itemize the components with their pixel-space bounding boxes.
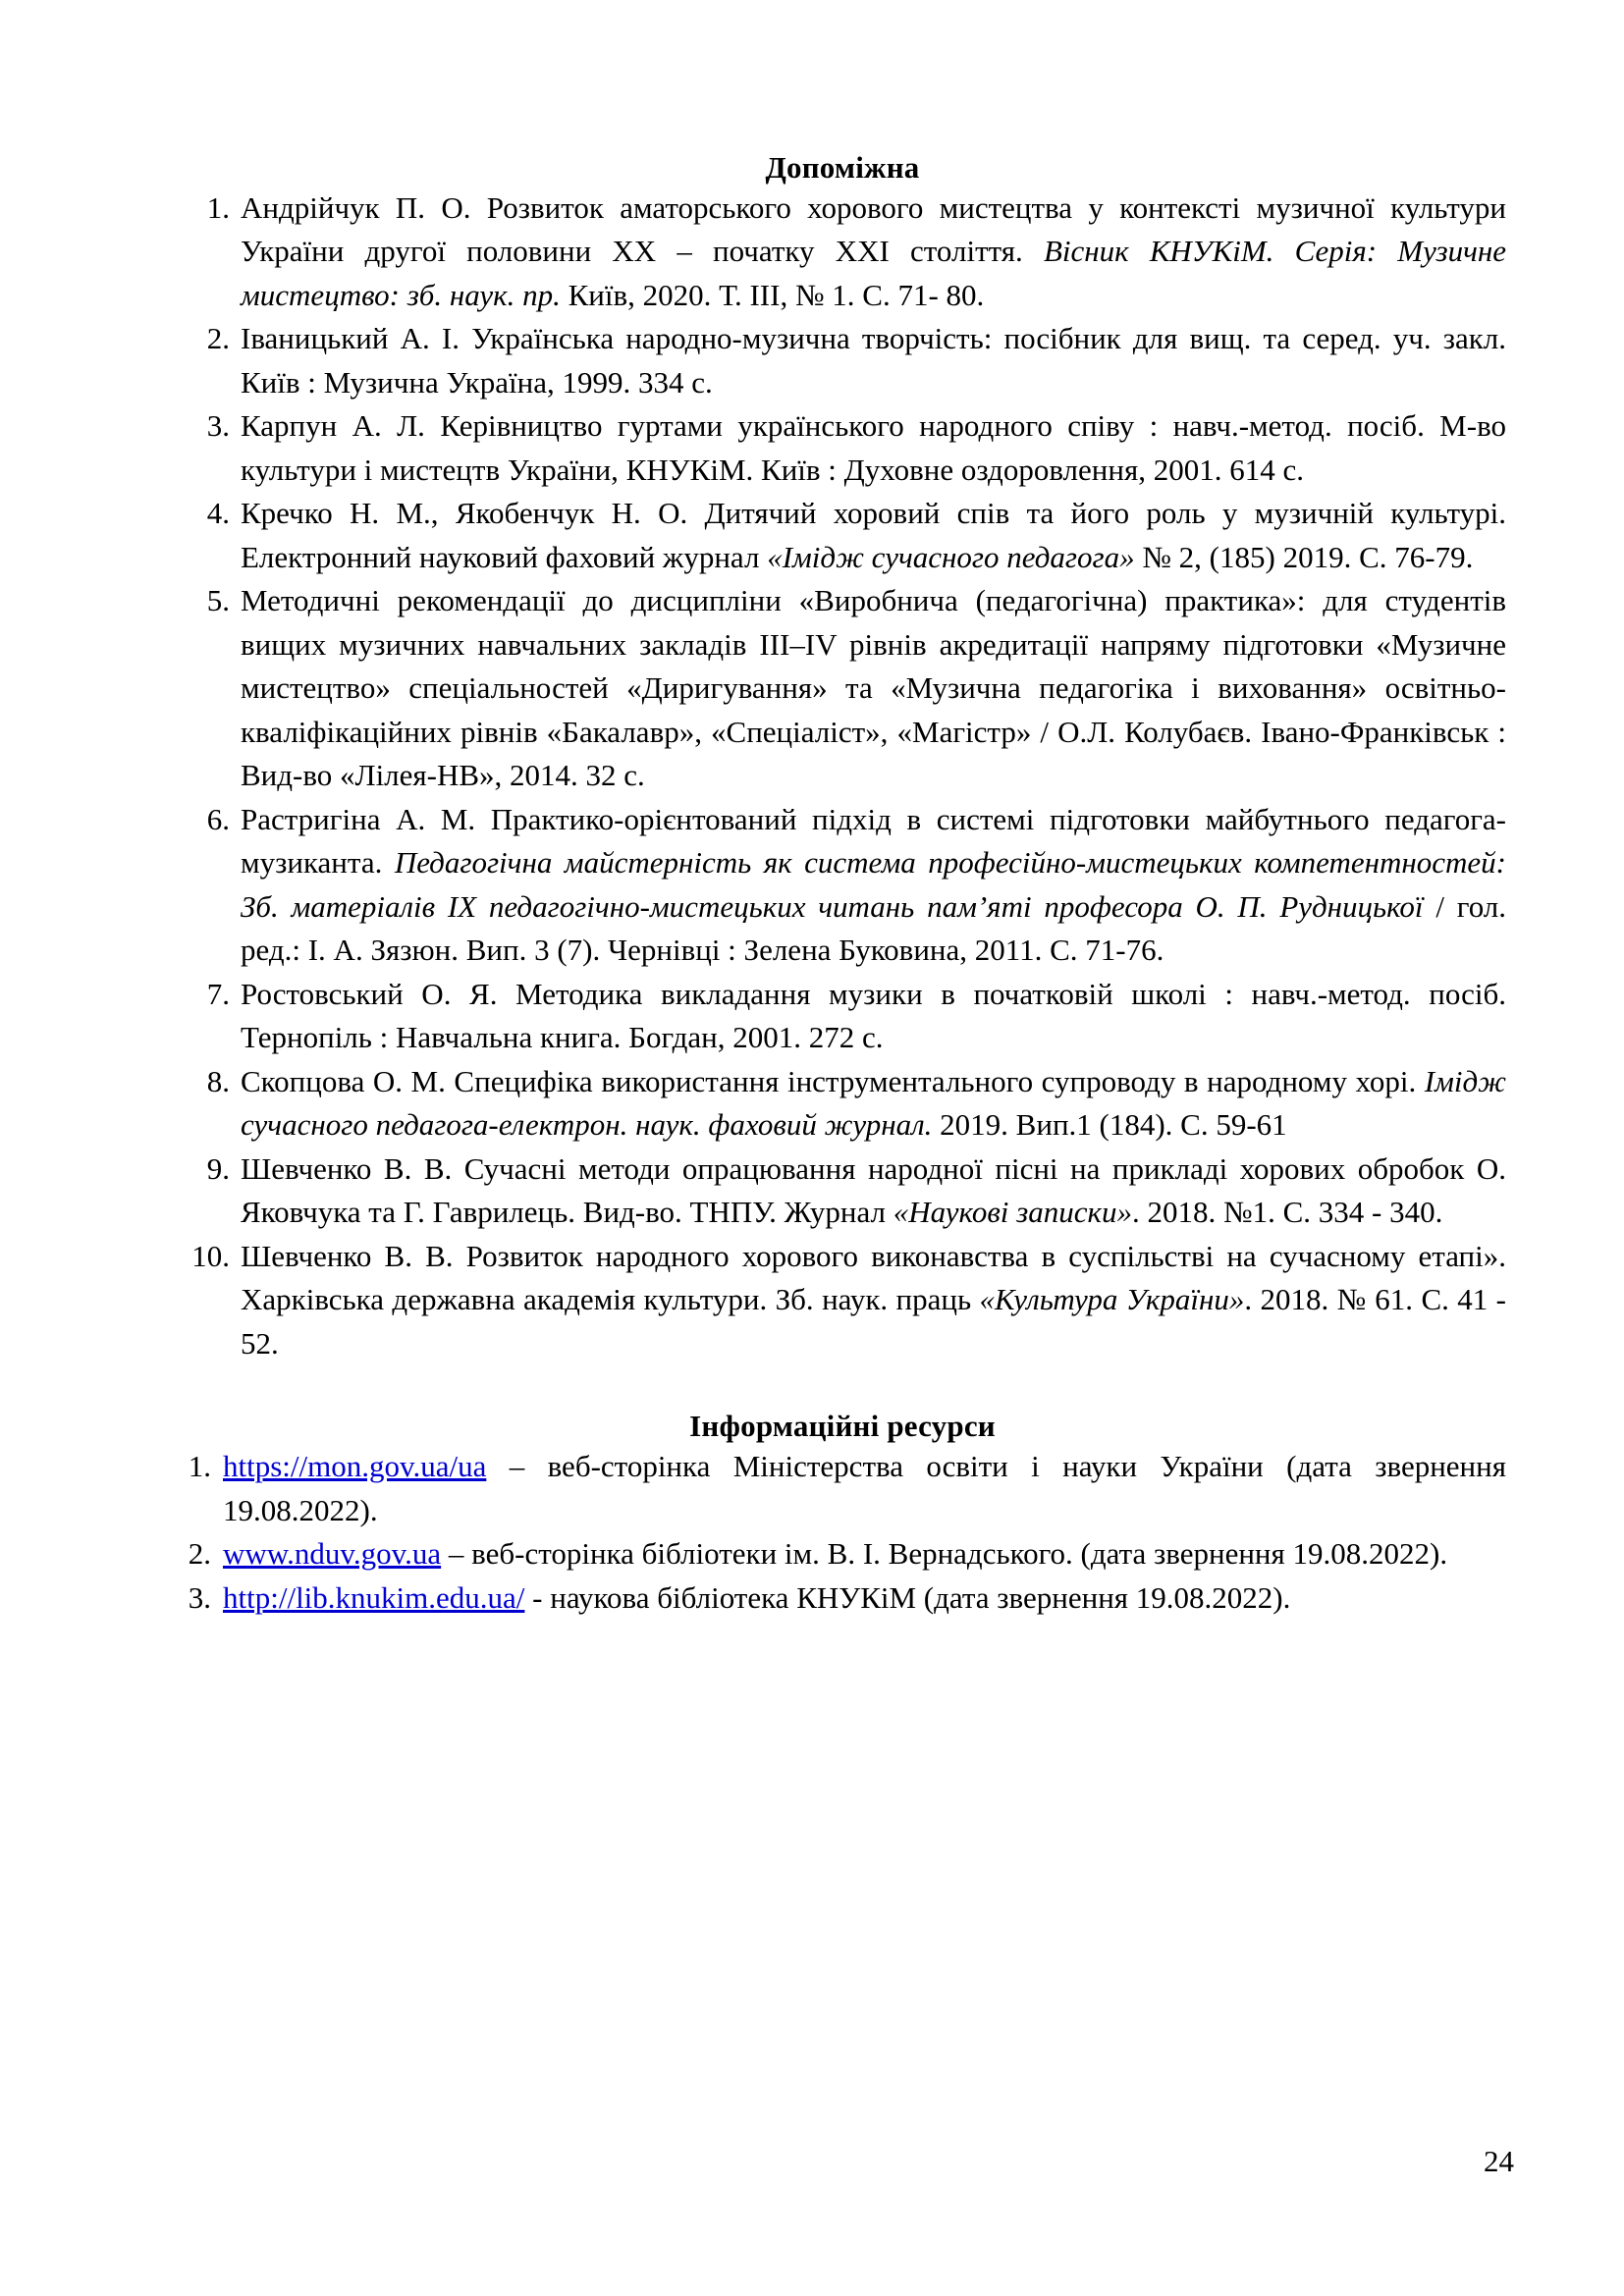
reference-text-part2: . 2018. № 61. С. 41 - 52. xyxy=(241,1282,1506,1361)
resource-description: – веб-сторінка бібліотеки ім. В. І. Вернадського. (дата звернення 19.08.2022). xyxy=(441,1536,1448,1572)
reference-source-title: «Імідж сучасного педагога» xyxy=(767,539,1135,574)
reference-item xyxy=(179,492,1506,579)
resource-item xyxy=(179,1576,1506,1620)
reference-source-title: «Наукові записки» xyxy=(893,1195,1132,1230)
reference-item xyxy=(179,404,1506,492)
information-resources-list xyxy=(179,1445,1506,1620)
resource-description: - наукова бібліотека КНУКіМ (дата звернення 19.08.2022). xyxy=(524,1579,1291,1615)
reference-text-part1: Кречко Н. М., Якобенчук Н. О. Дитячий хоровий спів та його роль у музичній культурі. Електронний науковий фаховий журнал xyxy=(241,496,1506,574)
page-number: 24 xyxy=(1484,2144,1514,2178)
reference-source-title: Педагогічна майстерність як система професійно-мистецьких компетентностей: Зб. матеріалів IX педагогічно-мистецьких читань пам’яті професора О. П. Рудницької xyxy=(241,845,1506,924)
reference-item xyxy=(179,1235,1506,1365)
auxiliary-section-heading: Допоміжна xyxy=(765,150,920,185)
resource-description: – веб-сторінка Міністерства освіти і науки України (дата звернення 19.08.2022). xyxy=(223,1449,1506,1527)
reference-source-title: Вісник КНУКіМ. Серія: Музичне мистецтво: зб. наук. пр. xyxy=(241,234,1506,312)
reference-text-part2: / гол. ред.: І. А. Зязюн. Вип. 3 (7). Чернівці : Зелена Буковина, 2011. С. 71-76. xyxy=(241,888,1507,968)
reference-text-part1: Іваницький А. І. Українська народно-музична творчість: посібник для вищ. та серед. уч. закл. Київ : Музична Україна, 1999. 334 с. xyxy=(241,321,1506,400)
reference-text-part1: Растригіна А. М. Практико-орієнтований підхід в системі підготовки майбутнього педагога-музиканта. xyxy=(241,801,1506,881)
reference-item xyxy=(179,798,1506,973)
reference-text-part2: 2019. Вип.1 (184). С. 59-61 xyxy=(932,1107,1287,1143)
auxiliary-reference-list xyxy=(179,187,1506,1365)
resource-item xyxy=(179,1445,1506,1532)
reference-source-title: Імідж сучасного педагога-електрон. наук. фаховий журнал. xyxy=(241,1063,1506,1143)
reference-text-part1: Скопцова О. М. Специфіка використання інструментального супроводу в народному хорі. xyxy=(241,1063,1425,1098)
reference-source-title: «Культура України» xyxy=(979,1282,1245,1317)
reference-text-part2: № 2, (185) 2019. С. 76-79. xyxy=(1134,539,1474,574)
page-content xyxy=(179,152,1506,1620)
reference-item xyxy=(179,317,1506,404)
resource-link[interactable]: https://mon.gov.ua/ua xyxy=(223,1449,487,1484)
reference-text-part1: Ростовський О. Я. Методика викладання музики в початковій школі : навч.-метод. посіб. Тернопіль : Навчальна книга. Богдан, 2001. 272 с. xyxy=(241,976,1506,1055)
reference-text-part2: Київ, 2020. Т. III, № 1. С. 71- 80. xyxy=(560,277,985,312)
reference-item xyxy=(179,1148,1506,1235)
reference-item xyxy=(179,1060,1506,1148)
reference-item xyxy=(179,579,1506,797)
reference-text-part1: Шевченко В. В. Розвиток народного хорового виконавства в суспільстві на сучасному етапі». Харківська державна академія культури. Зб. наук. праць xyxy=(241,1238,1506,1317)
reference-text-part1: Шевченко В. В. Сучасні методи опрацювання народної пісні на прикладі хорових обробок О. Яковчука та Г. Гаврилець. Вид-во. ТНПУ. Журнал xyxy=(241,1150,1506,1230)
reference-text-part1: Карпун А. Л. Керівництво гуртами українського народного співу : навч.-метод. посіб. М-во культури і мистецтв України, КНУКіМ. Київ : Духовне оздоровлення, 2001. 614 с. xyxy=(241,408,1506,487)
reference-text-part1: Методичні рекомендації до дисципліни «Виробнича (педагогічна) практика»: для студентів вищих музичних навчальних закладів III–IV рівнів акредитації напряму підготовки «Музичне мистецтво» спеціальностей «Диригування» та «Музична педагогіка і виховання» освітньо-кваліфікаційних рівнів «Бакалавр», «Спеціаліст», «Магістр» / О.Л. Колубаєв. Івано-Франківськ : Вид-во «Лілея-НВ», 2014. 32 с. xyxy=(241,583,1506,793)
resource-link[interactable]: www.nduv.gov.ua xyxy=(223,1536,442,1572)
reference-text-part2: . 2018. №1. С. 334 - 340. xyxy=(1132,1195,1443,1230)
reference-item xyxy=(179,973,1506,1060)
reference-text-part1: Андрійчук П. О. Розвиток аматорського хорового мистецтва у контексті музичної культури України другої половини ХХ – початку ХХI століття. xyxy=(241,190,1506,269)
resource-link[interactable]: http://lib.knukim.edu.ua/ xyxy=(223,1579,525,1615)
resources-section-heading: Інформаційні ресурси xyxy=(689,1409,996,1444)
reference-item xyxy=(179,187,1506,317)
resource-item xyxy=(179,1532,1506,1575)
